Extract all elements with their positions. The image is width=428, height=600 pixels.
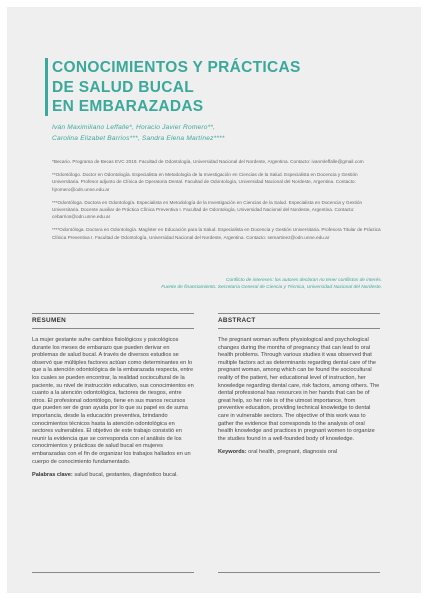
article-notes bbox=[52, 277, 382, 291]
keywords-label: Keywords: bbox=[218, 449, 247, 456]
keywords-label: Palabras clave: bbox=[32, 472, 73, 479]
resumen-heading: RESUMEN bbox=[32, 317, 194, 329]
affiliation-1: *Becario. Programa de Becas EVC 2019. Facultad de Odontología, Universidad Nacional del Nordeste, Argentina. Contacto: ivanmleffalle@gmail.com bbox=[52, 159, 364, 164]
resumen-column bbox=[32, 317, 194, 480]
conflict-of-interest: Conflicto de intereses: los autores declaran no tener conflictos de interés. bbox=[226, 278, 382, 283]
abstract-text: The pregnant woman suffers physiological and psychological changes during the months of pregnancy that can lead to oral health problems. Through various studies it was observed that multiple factors act as determinants regarding dental care of the pregnant woman, among which can be found the sociocultural reality of the patient, her educational level of instruction, her knowledge regarding dental care, risk factors, among others. The dental professional has resources in her hands that can be of great help, so her role is of the utmost importance, from preventive education, providing technical knowledge to dental care in vulnerable sectors. The objective of this work was to gather the evidence that corresponds to the analysis of oral health knowledge and practices in pregnant women to organize the studies found in a well-founded body of knowledge. bbox=[218, 337, 380, 442]
author-line: Carolina Elizabet Barrios***, Sandra Elena Martínez**** bbox=[52, 135, 225, 142]
resumen-text: La mujer gestante sufre cambios fisiológicos y psicológicos durante los meses de embarazo que pueden derivar en problemas de salud bucal. A través de diversos estudios se observó que múltiples factores actúan como determinantes en lo que a la atención odontológica de la embarazada respecta, entre los cuales se pueden encontrar, la realidad sociocultural de la paciente, su nivel de instrucción educativo, sus conocimientos en cuanto a la atención odontológica, factores de riesgos, entre otros. El profesional odontólogo, tiene en sus manos recursos que pueden ser de gran ayuda por lo que su papel es de suma importancia, desde la educación preventiva, brindando conocimientos técnicos hasta la atención odontológica en sectores vulnerables. El objetivo de este trabajo consistió en reunir la evidencia que se corresponda con el análisis de los conocimientos y prácticas de salud bucal en mujeres embarazadas con el fin de organizar los trabajos hallados en un cuerpo de conocimiento fundamentado. bbox=[32, 337, 194, 465]
affiliation-4: ****Odontóloga. Doctora en Odontología. Magíster en Educación para la Salud. Especialista en Docencia y Gestión Universitaria. Profesora Titular de Práctica Clínica Preventiva I. Facultad de Odontología, Universidad Nacional del Nordeste, Argentina. Contacto: semartinez@odn.unne.edu.ar bbox=[52, 227, 381, 240]
author-list bbox=[52, 122, 382, 144]
abstract-keywords bbox=[218, 449, 380, 457]
affiliation-2: **Odontólogo. Doctor en Odontología. Especialista en Metodología de la Investigación en Ciencias de la Salud. Especialista en Docencia y Gestión Universitaria. Profesor adjunto de Clínica de Operatoria Dental. Facultad de Odontología, Universidad Nacional del Nordeste, Argentina. Contacto: hjromero@odn.unne.edu.ar bbox=[52, 172, 358, 192]
affiliation-3: ***Odontóloga. Doctora en Odontología. Especialista en Metodología de la Investigación en Ciencias de la Salud. Especialista en Docencia y Gestión Universitaria. Docente auxiliar de Práctica Clínica Preventiva I. Facultad de Odontología, Universidad Nacional del Nordeste, Argentina. Contacto: cebarrios@odn.unne.edu.ar bbox=[52, 199, 363, 220]
author-line: Iván Maximiliano Leffalle*, Horacio Javier Romero**, bbox=[52, 124, 216, 131]
article-title bbox=[52, 58, 372, 117]
title-line: DE SALUD BUCAL bbox=[52, 78, 194, 96]
title-accent-bar bbox=[45, 58, 48, 116]
abstract-column bbox=[218, 317, 380, 457]
resumen-bottom-rule bbox=[32, 572, 194, 573]
keywords-value: salud bucal, gestantes, diagnóstico bucal. bbox=[74, 472, 178, 479]
abstract-heading: ABSTRACT bbox=[218, 317, 380, 329]
title-line: EN EMBARAZADAS bbox=[52, 98, 204, 115]
resumen-keywords bbox=[32, 472, 194, 480]
funding-source: Fuente de financiamiento: Secretaría General de Ciencia y Técnica, Universidad Nacional del Nordeste. bbox=[161, 285, 382, 291]
abstract-bottom-rule bbox=[218, 572, 380, 573]
affiliations bbox=[52, 158, 382, 247]
keywords-value: oral health, pregnant, diagnosis oral bbox=[248, 449, 338, 456]
title-line: CONOCIMIENTOS Y PRÁCTICAS bbox=[52, 59, 301, 76]
